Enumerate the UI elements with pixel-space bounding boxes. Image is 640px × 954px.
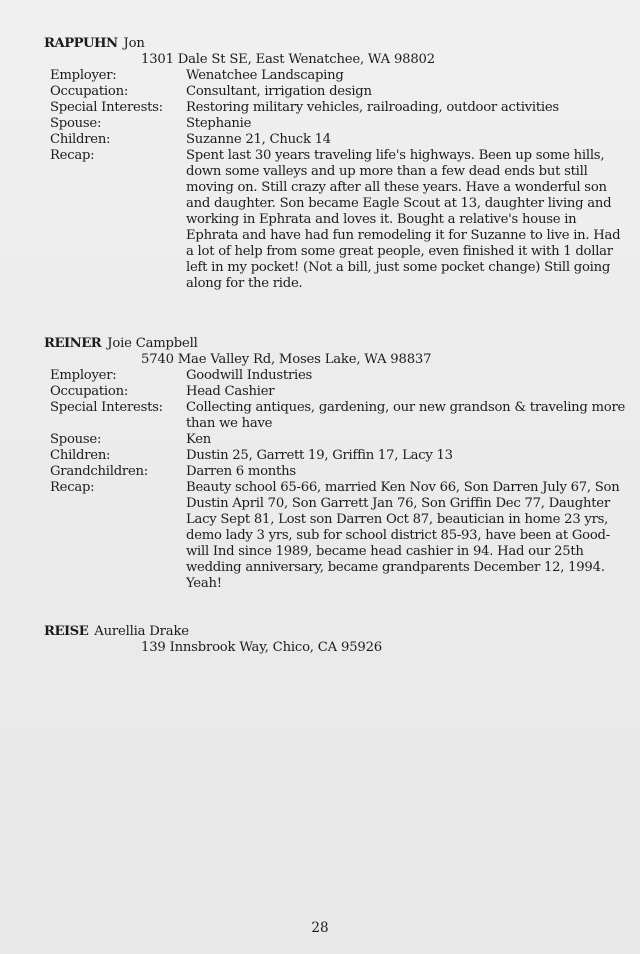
field-value: Head Cashier bbox=[186, 384, 275, 399]
field-value: Restoring military vehicles, railroading, outdoor activities bbox=[186, 100, 559, 115]
field-value: Ken bbox=[186, 432, 212, 447]
field-label: Spouse: bbox=[50, 432, 102, 447]
field-label: Spouse: bbox=[50, 116, 102, 131]
entry-given-name: Jon bbox=[123, 36, 145, 51]
field-value: Consultant, irrigation design bbox=[186, 84, 372, 99]
field-label: Special Interests: bbox=[50, 400, 163, 415]
field-label: Employer: bbox=[50, 68, 117, 83]
field-label: Grandchildren: bbox=[50, 464, 148, 479]
field-label: Occupation: bbox=[50, 384, 129, 399]
field-value: Darren 6 months bbox=[186, 464, 296, 479]
field-value: Spent last 30 years traveling life's highways. Been up some hills, down some valleys and up more than a few dead ends but still moving on. Still crazy after all these years. Have a wonderful son and daughter. Son became Eagle Scout at 13, daughter living and working in Ephrata and loves it. Bought a relative's house in Ephrata and have had fun remodeling it for Suzanne to live in. Had a lot of help from some great people, even finished it with 1 dollar left in my pocket! (Not a bill, just some pocket change) Still going along for the ride. bbox=[186, 148, 621, 291]
field-label: Children: bbox=[50, 132, 111, 147]
entry-surname: REINER bbox=[44, 336, 102, 351]
field-label: Recap: bbox=[50, 148, 95, 163]
field-label: Occupation: bbox=[50, 84, 129, 99]
entry-name bbox=[44, 36, 145, 51]
field-value: Suzanne 21, Chuck 14 bbox=[186, 132, 331, 147]
entry-name bbox=[44, 624, 189, 639]
field-value: Collecting antiques, gardening, our new grandson & traveling more than we have bbox=[186, 400, 626, 431]
field-value: Dustin 25, Garrett 19, Griffin 17, Lacy 13 bbox=[186, 448, 453, 463]
field-value: Wenatchee Landscaping bbox=[186, 68, 344, 83]
field-label: Special Interests: bbox=[50, 100, 163, 115]
field-label: Recap: bbox=[50, 480, 95, 495]
page-number: 28 bbox=[311, 920, 329, 936]
field-label: Employer: bbox=[50, 368, 117, 383]
entry-surname: RAPPUHN bbox=[44, 36, 118, 51]
field-label: Children: bbox=[50, 448, 111, 463]
field-value: Beauty school 65-66, married Ken Nov 66, Son Darren July 67, Son Dustin April 70, Son Garrett Jan 76, Son Griffin Dec 77, Daughter Lacy Sept 81, Lost son Darren Oct 87, beautician in home 23 yrs, demo lady 3 yrs, sub for school district 85-93, have been at Good-will Ind since 1989, became head cashier in 94. Had our 25th wedding anniversary, became grandparents December 12, 1994. Yeah! bbox=[186, 480, 620, 591]
entry-address: 5740 Mae Valley Rd, Moses Lake, WA 98837 bbox=[141, 352, 432, 367]
field-value: Stephanie bbox=[186, 116, 252, 131]
entry-address: 1301 Dale St SE, East Wenatchee, WA 98802 bbox=[141, 52, 435, 67]
entry-given-name: Joie Campbell bbox=[107, 336, 198, 351]
field-value: Goodwill Industries bbox=[186, 368, 313, 383]
entry-surname: REISE bbox=[44, 624, 89, 639]
entry-name bbox=[44, 336, 198, 351]
entry-given-name: Aurellia Drake bbox=[94, 624, 189, 639]
entry-address: 139 Innsbrook Way, Chico, CA 95926 bbox=[141, 640, 382, 655]
